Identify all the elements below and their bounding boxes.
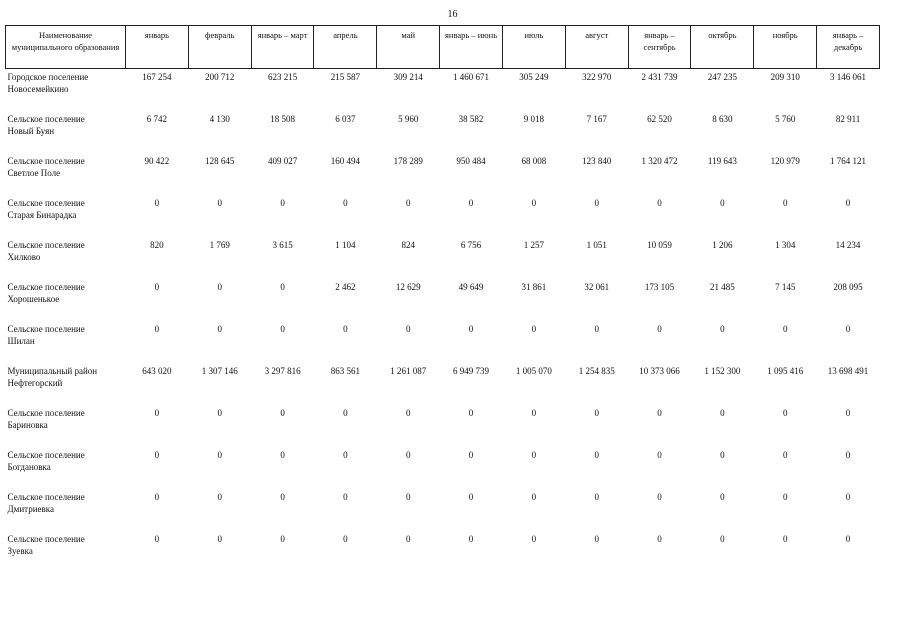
- value-cell: 247 235: [707, 72, 737, 82]
- table-row: [6, 155, 880, 197]
- column-header-month: июль: [502, 26, 565, 69]
- value-cell: 0: [657, 492, 662, 502]
- row-name-line: Старая Бинарадка: [7, 210, 77, 220]
- row-name-line: Сельское поселение: [7, 156, 85, 166]
- row-name-line: Новый Буян: [7, 126, 55, 136]
- value-cell: 3 297 816: [264, 366, 301, 376]
- value-cell: 0: [343, 534, 348, 544]
- value-cell: 8 630: [712, 114, 733, 124]
- table-row: [6, 533, 880, 575]
- value-cell: 1 257: [523, 240, 544, 250]
- value-cell: 167 254: [142, 72, 172, 82]
- value-cell: 0: [782, 534, 788, 544]
- table-row: [6, 281, 880, 323]
- value-cell: 0: [782, 198, 788, 208]
- value-cell: 0: [217, 198, 222, 208]
- value-cell: 0: [657, 408, 662, 418]
- value-cell: 0: [280, 282, 285, 292]
- table-row: [6, 197, 880, 239]
- value-cell: 1 460 671: [453, 72, 490, 82]
- value-cell: 0: [720, 408, 725, 418]
- row-name-cell: [6, 449, 126, 491]
- value-cell: 0: [657, 198, 662, 208]
- row-name-line: Зуевка: [7, 546, 33, 556]
- row-name-line: Хорошенькое: [7, 294, 60, 304]
- value-cell: 2 462: [335, 282, 356, 292]
- row-name-line: Богдановка: [7, 462, 51, 472]
- value-cell: 6 037: [335, 114, 356, 124]
- value-cell: 3 615: [272, 240, 293, 250]
- row-name-line: Сельское поселение: [7, 492, 85, 502]
- value-cell: 32 061: [584, 282, 610, 292]
- value-cell: 7 145: [775, 282, 796, 292]
- value-cell: 13 698 491: [827, 366, 869, 376]
- value-cell: 0: [217, 492, 222, 502]
- row-name-cell: [6, 155, 126, 197]
- column-header-month: май: [377, 26, 440, 69]
- value-cell: 0: [720, 450, 725, 460]
- value-cell: 0: [343, 492, 348, 502]
- value-cell: 0: [720, 324, 725, 334]
- value-cell: 119 643: [707, 156, 737, 166]
- value-cell: 0: [782, 492, 788, 502]
- value-cell: 160 494: [330, 156, 361, 166]
- table-row: [6, 365, 880, 407]
- column-header-month: август: [565, 26, 628, 69]
- value-cell: 0: [468, 324, 474, 334]
- value-cell: 0: [720, 198, 725, 208]
- row-name-line: Светлое Поле: [7, 168, 61, 178]
- value-cell: 0: [594, 534, 599, 544]
- row-name-line: Хилково: [7, 252, 41, 262]
- value-cell: 7 167: [586, 114, 607, 124]
- value-cell: 1 095 416: [767, 366, 804, 376]
- row-name-line: Новосемейкино: [7, 84, 69, 94]
- value-cell: 18 508: [270, 114, 295, 124]
- value-cell: 0: [657, 324, 662, 334]
- data-table: [5, 25, 880, 575]
- value-cell: 0: [594, 198, 599, 208]
- row-name-line: Сельское поселение: [7, 282, 85, 292]
- value-cell: 1 206: [712, 240, 733, 250]
- value-cell: 0: [343, 450, 348, 460]
- value-cell: 0: [468, 534, 474, 544]
- value-cell: 1 005 070: [515, 366, 552, 376]
- value-cell: 0: [280, 198, 285, 208]
- value-cell: 0: [217, 282, 222, 292]
- table-header: [6, 26, 880, 69]
- row-name-line: Сельское поселение: [7, 408, 85, 418]
- column-header-month: январь – декабрь: [817, 26, 880, 69]
- row-name-line: Муниципальный район: [7, 366, 98, 376]
- value-cell: 1 304: [775, 240, 796, 250]
- value-cell: 0: [154, 282, 160, 292]
- column-header-month: ноябрь: [754, 26, 817, 69]
- row-name-cell: [6, 69, 126, 114]
- value-cell: 1 051: [586, 240, 607, 250]
- column-header-month: январь – март: [251, 26, 314, 69]
- value-cell: 49 649: [458, 282, 484, 292]
- value-cell: 0: [845, 324, 851, 334]
- table-row: [6, 69, 880, 114]
- value-cell: 950 484: [456, 156, 486, 166]
- row-name-line: Сельское поселение: [7, 534, 85, 544]
- value-cell: 12 629: [395, 282, 421, 292]
- value-cell: 0: [217, 408, 222, 418]
- value-cell: 1 320 472: [641, 156, 678, 166]
- header-row: [6, 26, 880, 69]
- value-cell: 0: [217, 324, 222, 334]
- column-header-month: апрель: [314, 26, 377, 69]
- value-cell: 215 587: [330, 72, 361, 82]
- value-cell: 0: [782, 324, 788, 334]
- value-cell: 6 742: [146, 114, 168, 124]
- value-cell: 1 769: [209, 240, 230, 250]
- value-cell: 0: [782, 408, 788, 418]
- value-cell: 21 485: [709, 282, 735, 292]
- value-cell: 0: [468, 408, 474, 418]
- value-cell: 0: [531, 492, 537, 502]
- value-cell: 0: [343, 408, 348, 418]
- value-cell: 1 307 146: [201, 366, 238, 376]
- row-name-cell: [6, 197, 126, 239]
- value-cell: 0: [217, 450, 222, 460]
- row-name-line: Шилан: [7, 336, 35, 346]
- value-cell: 0: [531, 450, 537, 460]
- value-cell: 0: [405, 492, 411, 502]
- value-cell: 0: [845, 450, 851, 460]
- value-cell: 0: [531, 198, 537, 208]
- value-cell: 0: [531, 408, 537, 418]
- value-cell: 0: [720, 534, 725, 544]
- value-cell: 128 645: [205, 156, 235, 166]
- column-header-name: Наименование муниципального образования: [6, 26, 126, 69]
- value-cell: 0: [594, 408, 599, 418]
- value-cell: 0: [154, 324, 160, 334]
- value-cell: 9 018: [523, 114, 544, 124]
- table-row: [6, 449, 880, 491]
- value-cell: 0: [845, 534, 851, 544]
- row-name-line: Нефтегорский: [7, 378, 63, 388]
- row-name-cell: [6, 407, 126, 449]
- value-cell: 10 059: [647, 240, 672, 250]
- value-cell: 1 261 087: [390, 366, 427, 376]
- value-cell: 305 249: [519, 72, 549, 82]
- row-name-line: Сельское поселение: [7, 240, 85, 250]
- value-cell: 0: [154, 534, 160, 544]
- value-cell: 0: [154, 408, 160, 418]
- value-cell: 0: [280, 534, 285, 544]
- value-cell: 6 756: [460, 240, 482, 250]
- value-cell: 0: [531, 534, 537, 544]
- value-cell: 0: [405, 408, 411, 418]
- value-cell: 0: [405, 534, 411, 544]
- value-cell: 0: [468, 492, 474, 502]
- column-header-month: февраль: [188, 26, 251, 69]
- value-cell: 0: [217, 534, 222, 544]
- table-row: [6, 239, 880, 281]
- row-name-cell: [6, 281, 126, 323]
- table-body: [6, 69, 880, 576]
- value-cell: 1 104: [335, 240, 356, 250]
- value-cell: 6 949 739: [453, 366, 490, 376]
- value-cell: 208 095: [833, 282, 863, 292]
- column-header-month: январь – июнь: [440, 26, 503, 69]
- value-cell: 322 970: [582, 72, 612, 82]
- value-cell: 62 520: [647, 114, 672, 124]
- value-cell: 0: [594, 324, 599, 334]
- value-cell: 0: [657, 450, 662, 460]
- value-cell: 82 911: [835, 114, 861, 124]
- row-name-line: Сельское поселение: [7, 450, 85, 460]
- value-cell: 31 861: [521, 282, 547, 292]
- value-cell: 209 310: [770, 72, 800, 82]
- value-cell: 38 582: [458, 114, 484, 124]
- table-row: [6, 407, 880, 449]
- value-cell: 123 840: [582, 156, 612, 166]
- value-cell: 1 152 300: [704, 366, 741, 376]
- value-cell: 0: [531, 324, 537, 334]
- value-cell: 0: [405, 324, 411, 334]
- table-row: [6, 491, 880, 533]
- value-cell: 0: [343, 324, 348, 334]
- value-cell: 0: [594, 492, 599, 502]
- row-name-line: Сельское поселение: [7, 324, 85, 334]
- row-name-line: Сельское поселение: [7, 198, 85, 208]
- value-cell: 90 422: [144, 156, 170, 166]
- table-row: [6, 323, 880, 365]
- page-number: 16: [447, 9, 458, 20]
- row-name-line: Сельское поселение: [7, 114, 85, 124]
- value-cell: 0: [782, 450, 788, 460]
- row-name-line: Дмитриевка: [7, 504, 54, 514]
- value-cell: 863 561: [330, 366, 361, 376]
- value-cell: 1 254 835: [578, 366, 615, 376]
- row-name-cell: [6, 365, 126, 407]
- value-cell: 5 960: [398, 114, 419, 124]
- value-cell: 5 760: [775, 114, 796, 124]
- value-cell: 68 008: [521, 156, 547, 166]
- value-cell: 623 215: [267, 72, 298, 82]
- row-name-cell: [6, 239, 126, 281]
- value-cell: 2 431 739: [641, 72, 678, 82]
- value-cell: 120 979: [770, 156, 800, 166]
- row-name-line: Городское поселение: [7, 72, 89, 82]
- value-cell: 0: [720, 492, 725, 502]
- value-cell: 820: [150, 240, 164, 250]
- value-cell: 0: [154, 492, 160, 502]
- value-cell: 3 146 061: [830, 72, 867, 82]
- value-cell: 409 027: [267, 156, 298, 166]
- value-cell: 0: [280, 492, 285, 502]
- value-cell: 0: [343, 198, 348, 208]
- value-cell: 0: [280, 450, 285, 460]
- column-header-month: октябрь: [691, 26, 754, 69]
- value-cell: 14 234: [835, 240, 861, 250]
- value-cell: 0: [657, 534, 662, 544]
- value-cell: 643 020: [142, 366, 172, 376]
- column-header-month: январь – сентябрь: [628, 26, 691, 69]
- table-row: [6, 113, 880, 155]
- value-cell: 0: [845, 198, 851, 208]
- value-cell: 10 373 066: [639, 366, 680, 376]
- value-cell: 200 712: [205, 72, 235, 82]
- column-header-month: январь: [126, 26, 189, 69]
- value-cell: 0: [405, 198, 411, 208]
- value-cell: 0: [405, 450, 411, 460]
- row-name-cell: [6, 533, 126, 575]
- value-cell: 0: [468, 450, 474, 460]
- value-cell: 1 764 121: [830, 156, 867, 166]
- row-name-cell: [6, 491, 126, 533]
- value-cell: 309 214: [393, 72, 423, 82]
- value-cell: 824: [401, 240, 415, 250]
- value-cell: 0: [154, 198, 160, 208]
- value-cell: 0: [845, 492, 851, 502]
- value-cell: 0: [280, 408, 285, 418]
- value-cell: 0: [280, 324, 285, 334]
- value-cell: 0: [845, 408, 851, 418]
- row-name-cell: [6, 323, 126, 365]
- value-cell: 0: [154, 450, 160, 460]
- value-cell: 173 105: [644, 282, 675, 292]
- row-name-cell: [6, 113, 126, 155]
- value-cell: 178 289: [393, 156, 423, 166]
- value-cell: 4 130: [209, 114, 230, 124]
- row-name-line: Бариновка: [7, 420, 48, 430]
- value-cell: 0: [468, 198, 474, 208]
- value-cell: 0: [594, 450, 599, 460]
